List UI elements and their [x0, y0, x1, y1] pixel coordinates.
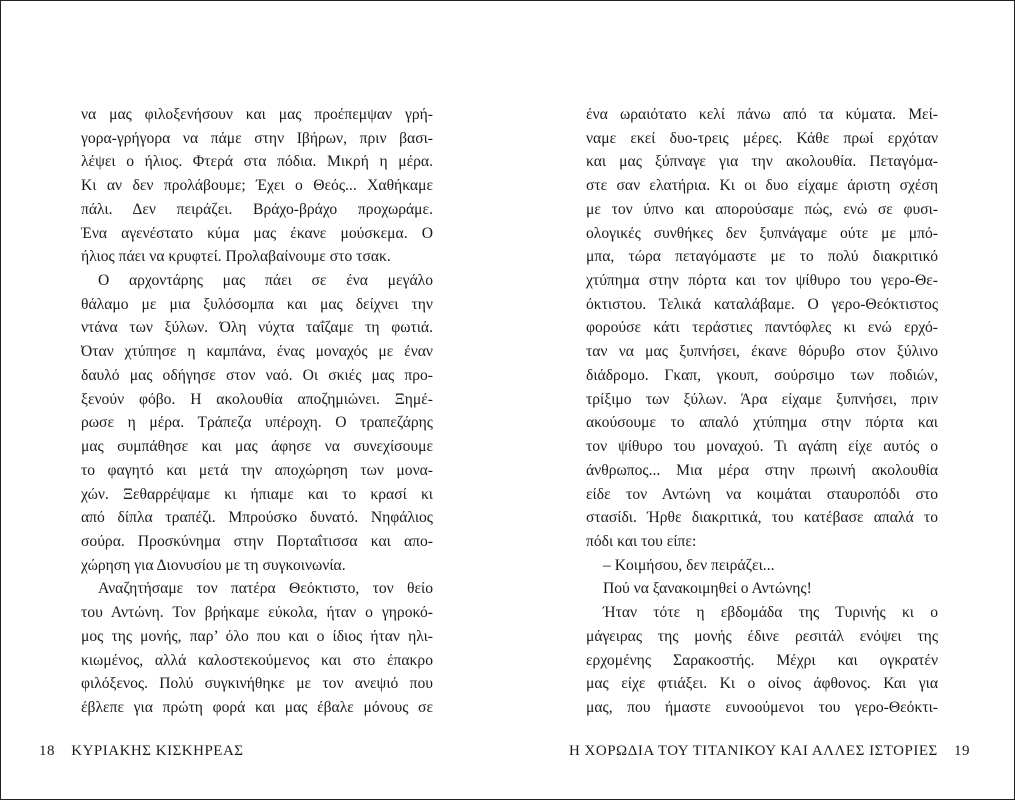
text-line: χτύπημα στην πόρτα και τον ψίθυρο του γερο-Θε- [586, 272, 938, 290]
text-line: φιλόξενος. Πολύ συγκινήθηκε με τον ανεψιό που [81, 675, 433, 693]
text-line: Κι αν δεν προλάβουμε; Έχει ο Θεός... Χαθήκαμε [81, 177, 433, 195]
text-line: Πού να ξανακοιμηθεί ο Αντώνης! [603, 580, 812, 598]
text-line: ερχομένης Σαρακοστής. Μέχρι και ογκρατέν [586, 651, 938, 669]
text-line: άνθρωπος... Μια μέρα στην πρωινή ακολουθία [586, 461, 938, 479]
running-head-left: ΚΥΡΙΑΚΗΣ ΚΙΣΚΗΡΕΑΣ [71, 743, 244, 759]
text-line: μάγειρας της μονής έδινε ρεσιτάλ ενόψει της [586, 627, 938, 645]
text-line: ρωσε η μέρα. Τράπεζα υπέροχη. Ο τραπεζάρης [81, 414, 433, 432]
left-page-footer [39, 741, 244, 761]
text-line: Όταν χτύπησε η καμπάνα, ένας μοναχός με έναν [81, 343, 433, 361]
text-line: ναμε εκεί δυο-τρεις μέρες. Κάθε πρωί ερχόταν [586, 129, 938, 147]
page-number-right: 19 [954, 743, 970, 759]
text-line: Ένα αγενέστατο κύμα μας έκανε μούσκεμα. Ο [81, 224, 433, 242]
text-line: δαυλό μας οδήγησε στον ναό. Οι σκιές μας προ- [81, 366, 433, 384]
text-line: είδε τον Αντώνη να κοιμάται σταυροπόδι στο [586, 485, 938, 503]
text-line: χώρηση για Διονυσίου με τη συγκοινωνία. [81, 556, 346, 574]
text-line: ήλιος πάει να κρυφτεί. Προλαβαίνουμε στο τσακ. [81, 248, 391, 266]
text-line: Αναζητήσαμε τον πατέρα Θεόκτιστο, τον θείο [98, 580, 433, 598]
text-line: μος της μονής, παρ’ όλο που και ο ίδιος ήταν ηλι- [81, 627, 433, 645]
text-line: ξενούν φόβο. Η ακολουθία αποζημιώνει. Ξημέ- [81, 390, 433, 408]
text-line: το φαγητό και μετά την αποχώρηση των μονα- [81, 461, 433, 479]
text-line: χών. Ξεθαρρέψαμε κι ήπιαμε και το κρασί κι [81, 485, 433, 503]
page-number-left: 18 [39, 743, 55, 759]
text-line: ταν να μας ξυπνήσει, έκανε θόρυβο στον ξύλινο [586, 343, 938, 361]
text-line: ένα ωραιότατο κελί πάνω από τα κύματα. Μεί- [586, 106, 938, 123]
text-line: κιωμένος, αλλά καλοστεκούμενος και στο έπακρο [81, 651, 433, 669]
running-head-right: Η ΧΟΡΩΔΙΑ ΤΟΥ ΤΙΤΑΝΙΚΟΥ ΚΑΙ ΑΛΛΕΣ ΙΣΤΟΡΙΕΣ [568, 743, 938, 759]
text-line: ακούσουμε το απαλό χτύπημα στην πόρτα και [586, 414, 938, 432]
text-line: – Κοιμήσου, δεν πειράζει... [603, 556, 775, 574]
text-line: στασίδι. Ήρθε διακριτικά, του κατέβασε απαλά το [586, 509, 938, 527]
text-line: και μας ξύπναγε για την ακολουθία. Πεταγόμα- [586, 153, 938, 171]
text-line: ολογικές συνθήκες δεν ξυπνάγαμε ούτε με μπό- [586, 224, 938, 242]
text-line: σούρα. Προσκύνημα στην Πορταΐτισσα και απο- [81, 532, 433, 550]
text-line: στε σαν ελατήρια. Κι οι δυο είχαμε άριστη σχέση [586, 177, 938, 195]
text-line: φορούσε κάτι τεράστιες παντόφλες κι ενώ ερχό- [586, 319, 938, 337]
text-line: τον ψίθυρο του μοναχού. Τι αγάπη είχε αυτός ο [586, 438, 938, 456]
text-line: τρίξιμο των ξύλων. Άρα είχαμε ξυπνήσει, πριν [586, 390, 938, 408]
text-line: γορα-γρήγορα να πάμε στην Ιβήρων, πριν βασι- [81, 129, 433, 147]
text-line: έβλεπε για πρώτη φορά και μας έβαλε μόνους σε [81, 698, 433, 716]
right-page-body [586, 103, 938, 720]
text-line: μας συμπάθησε και μας άφησε να συνεχίσουμε [81, 438, 433, 456]
text-line: να μας φιλοξενήσουν και μας προέπεμψαν γρή- [81, 106, 433, 123]
text-line: με τον ύπνο και απορούσαμε πώς, ενώ σε φυσι- [586, 200, 938, 218]
text-line: Ήταν τότε η εβδομάδα της Τυρινής κι ο [603, 604, 938, 622]
left-page-body [81, 103, 433, 720]
text-line: Ο αρχοντάρης μας πάει σε ένα μεγάλο [98, 272, 433, 290]
text-line: από δίπλα τραπέζι. Μπρούσκο δυνατό. Νηφάλιος [81, 509, 433, 527]
text-line: μπα, τώρα πεταγόμαστε με το πολύ διακριτικό [586, 248, 938, 266]
text-line: πόδι και του είπε: [586, 532, 697, 550]
text-line: λέψει ο ήλιος. Φτερά στα πόδια. Μικρή η μέρα. [81, 153, 433, 171]
text-line: όκτιστου. Τελικά καταλάβαμε. Ο γερο-Θεόκτιστος [586, 295, 938, 313]
text-line: πάλι. Δεν πειράζει. Βράχο-βράχο προχωράμε. [81, 200, 433, 218]
right-page-footer [569, 741, 970, 761]
text-line: διάδρομο. Γκαπ, γκουπ, σούρσιμο των ποδιών, [586, 366, 938, 384]
text-line: ντάνα των ξύλων. Όλη νύχτα ταΐζαμε τη φωτιά. [81, 319, 433, 337]
text-line: του Αντώνη. Τον βρήκαμε εύκολα, ήταν ο γηροκό- [81, 604, 433, 622]
text-line: μας, που ήμαστε ευνοούμενοι του γερο-Θεόκτι- [586, 698, 938, 716]
text-line: μας είχε φτιάξει. Κι ο οίνος άφθονος. Και για [586, 675, 938, 693]
text-line: θάλαμο με μια ξυλόσομπα και μας δείχνει την [81, 295, 433, 313]
